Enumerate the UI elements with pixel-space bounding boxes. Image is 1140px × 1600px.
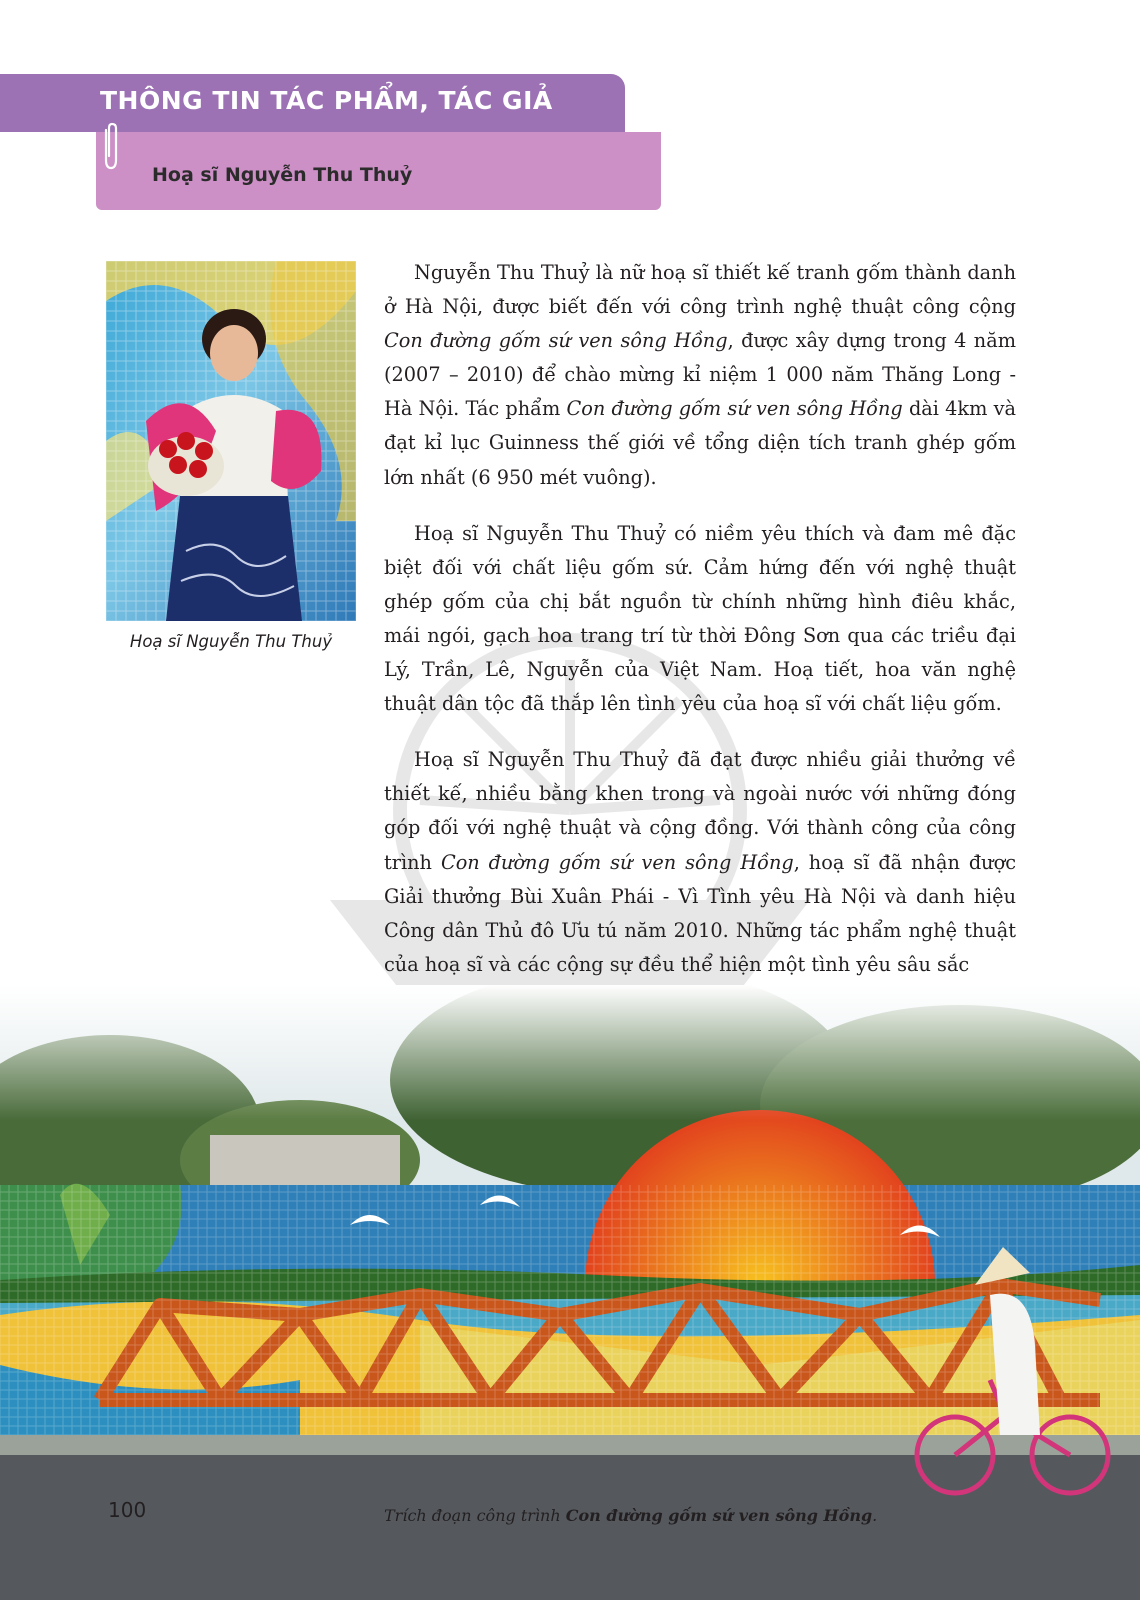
paperclip-icon bbox=[100, 122, 122, 172]
author-header-band bbox=[96, 132, 661, 210]
work-title-italic: Con đường gốm sứ ven sông Hồng bbox=[566, 397, 903, 421]
paragraph-1 bbox=[384, 256, 1016, 495]
work-title-italic: Con đường gốm sứ ven sông Hồng bbox=[384, 329, 728, 353]
text-run: Hoạ sĩ Nguyễn Thu Thuỷ có niềm yêu thích và đam mê đặc biệt đối với chất liệu gốm sứ. Cảm hứng đến với nghệ thuật ghép gốm của chị bắt nguồn từ chính những hình điêu khắc, mái ngói, gạch hoa trang trí từ thời Đông Sơn qua các triều đại Lý, Trần, Lê, Nguyễn của Việt Nam. Hoạ tiết, hoa văn nghệ thuật dân tộc đã thắp lên tình yêu của hoạ sĩ với chất liệu gốm. bbox=[384, 521, 1016, 716]
photo-caption-prefix: Trích đoạn công trình bbox=[384, 1506, 566, 1525]
text-run: , hoạ sĩ đã nhận được Giải thưởng Bùi Xuân Phái - Vì Tình yêu Hà Nội và danh hiệu Công dân Thủ đô Ưu tú năm 2010. Những tác phẩm nghệ thuật của hoạ sĩ và các cộng sự đều thể hiện một tình yêu sâu sắc bbox=[384, 850, 1016, 976]
author-name-heading: Hoạ sĩ Nguyễn Thu Thuỷ bbox=[152, 164, 413, 186]
photo-caption-title: Con đường gốm sứ ven sông Hồng bbox=[565, 1506, 873, 1525]
text-run: dài 4km và đạt kỉ lục Guinness thế giới về tổng diện tích tranh ghép gốm lớn nhất (6 950 mét vuông). bbox=[384, 397, 1016, 489]
portrait-caption: Hoạ sĩ Nguyễn Thu Thuỷ bbox=[129, 632, 333, 651]
text-run: Nguyễn Thu Thuỷ là nữ hoạ sĩ thiết kế tranh gốm thành danh ở Hà Nội, được biết đến với công trình nghệ thuật công cộng bbox=[384, 261, 1016, 319]
section-header-band bbox=[0, 74, 625, 132]
photo-caption bbox=[384, 1506, 877, 1525]
paragraph-3 bbox=[384, 743, 1016, 982]
article-body bbox=[384, 256, 1016, 1004]
author-portrait bbox=[106, 261, 356, 621]
paragraph-2 bbox=[384, 517, 1016, 722]
work-title-italic: Con đường gốm sứ ven sông Hồng bbox=[440, 850, 794, 874]
text-run: , được xây dựng trong 4 năm (2007 – 2010) để chào mừng kỉ niệm 1 000 năm Thăng Long - Hà Nội. Tác phẩm bbox=[384, 329, 1016, 421]
text-run: Hoạ sĩ Nguyễn Thu Thuỷ đã đạt được nhiều giải thưởng về thiết kế, nhiều bằng khen trong và ngoài nước với những đóng góp đối với nghệ thuật và cộng đồng. Với thành công của công trình bbox=[384, 748, 1016, 874]
page-number: 100 bbox=[108, 1498, 147, 1522]
photo-caption-suffix: . bbox=[872, 1506, 878, 1525]
section-title: THÔNG TIN TÁC PHẨM, TÁC GIẢ bbox=[100, 86, 553, 115]
